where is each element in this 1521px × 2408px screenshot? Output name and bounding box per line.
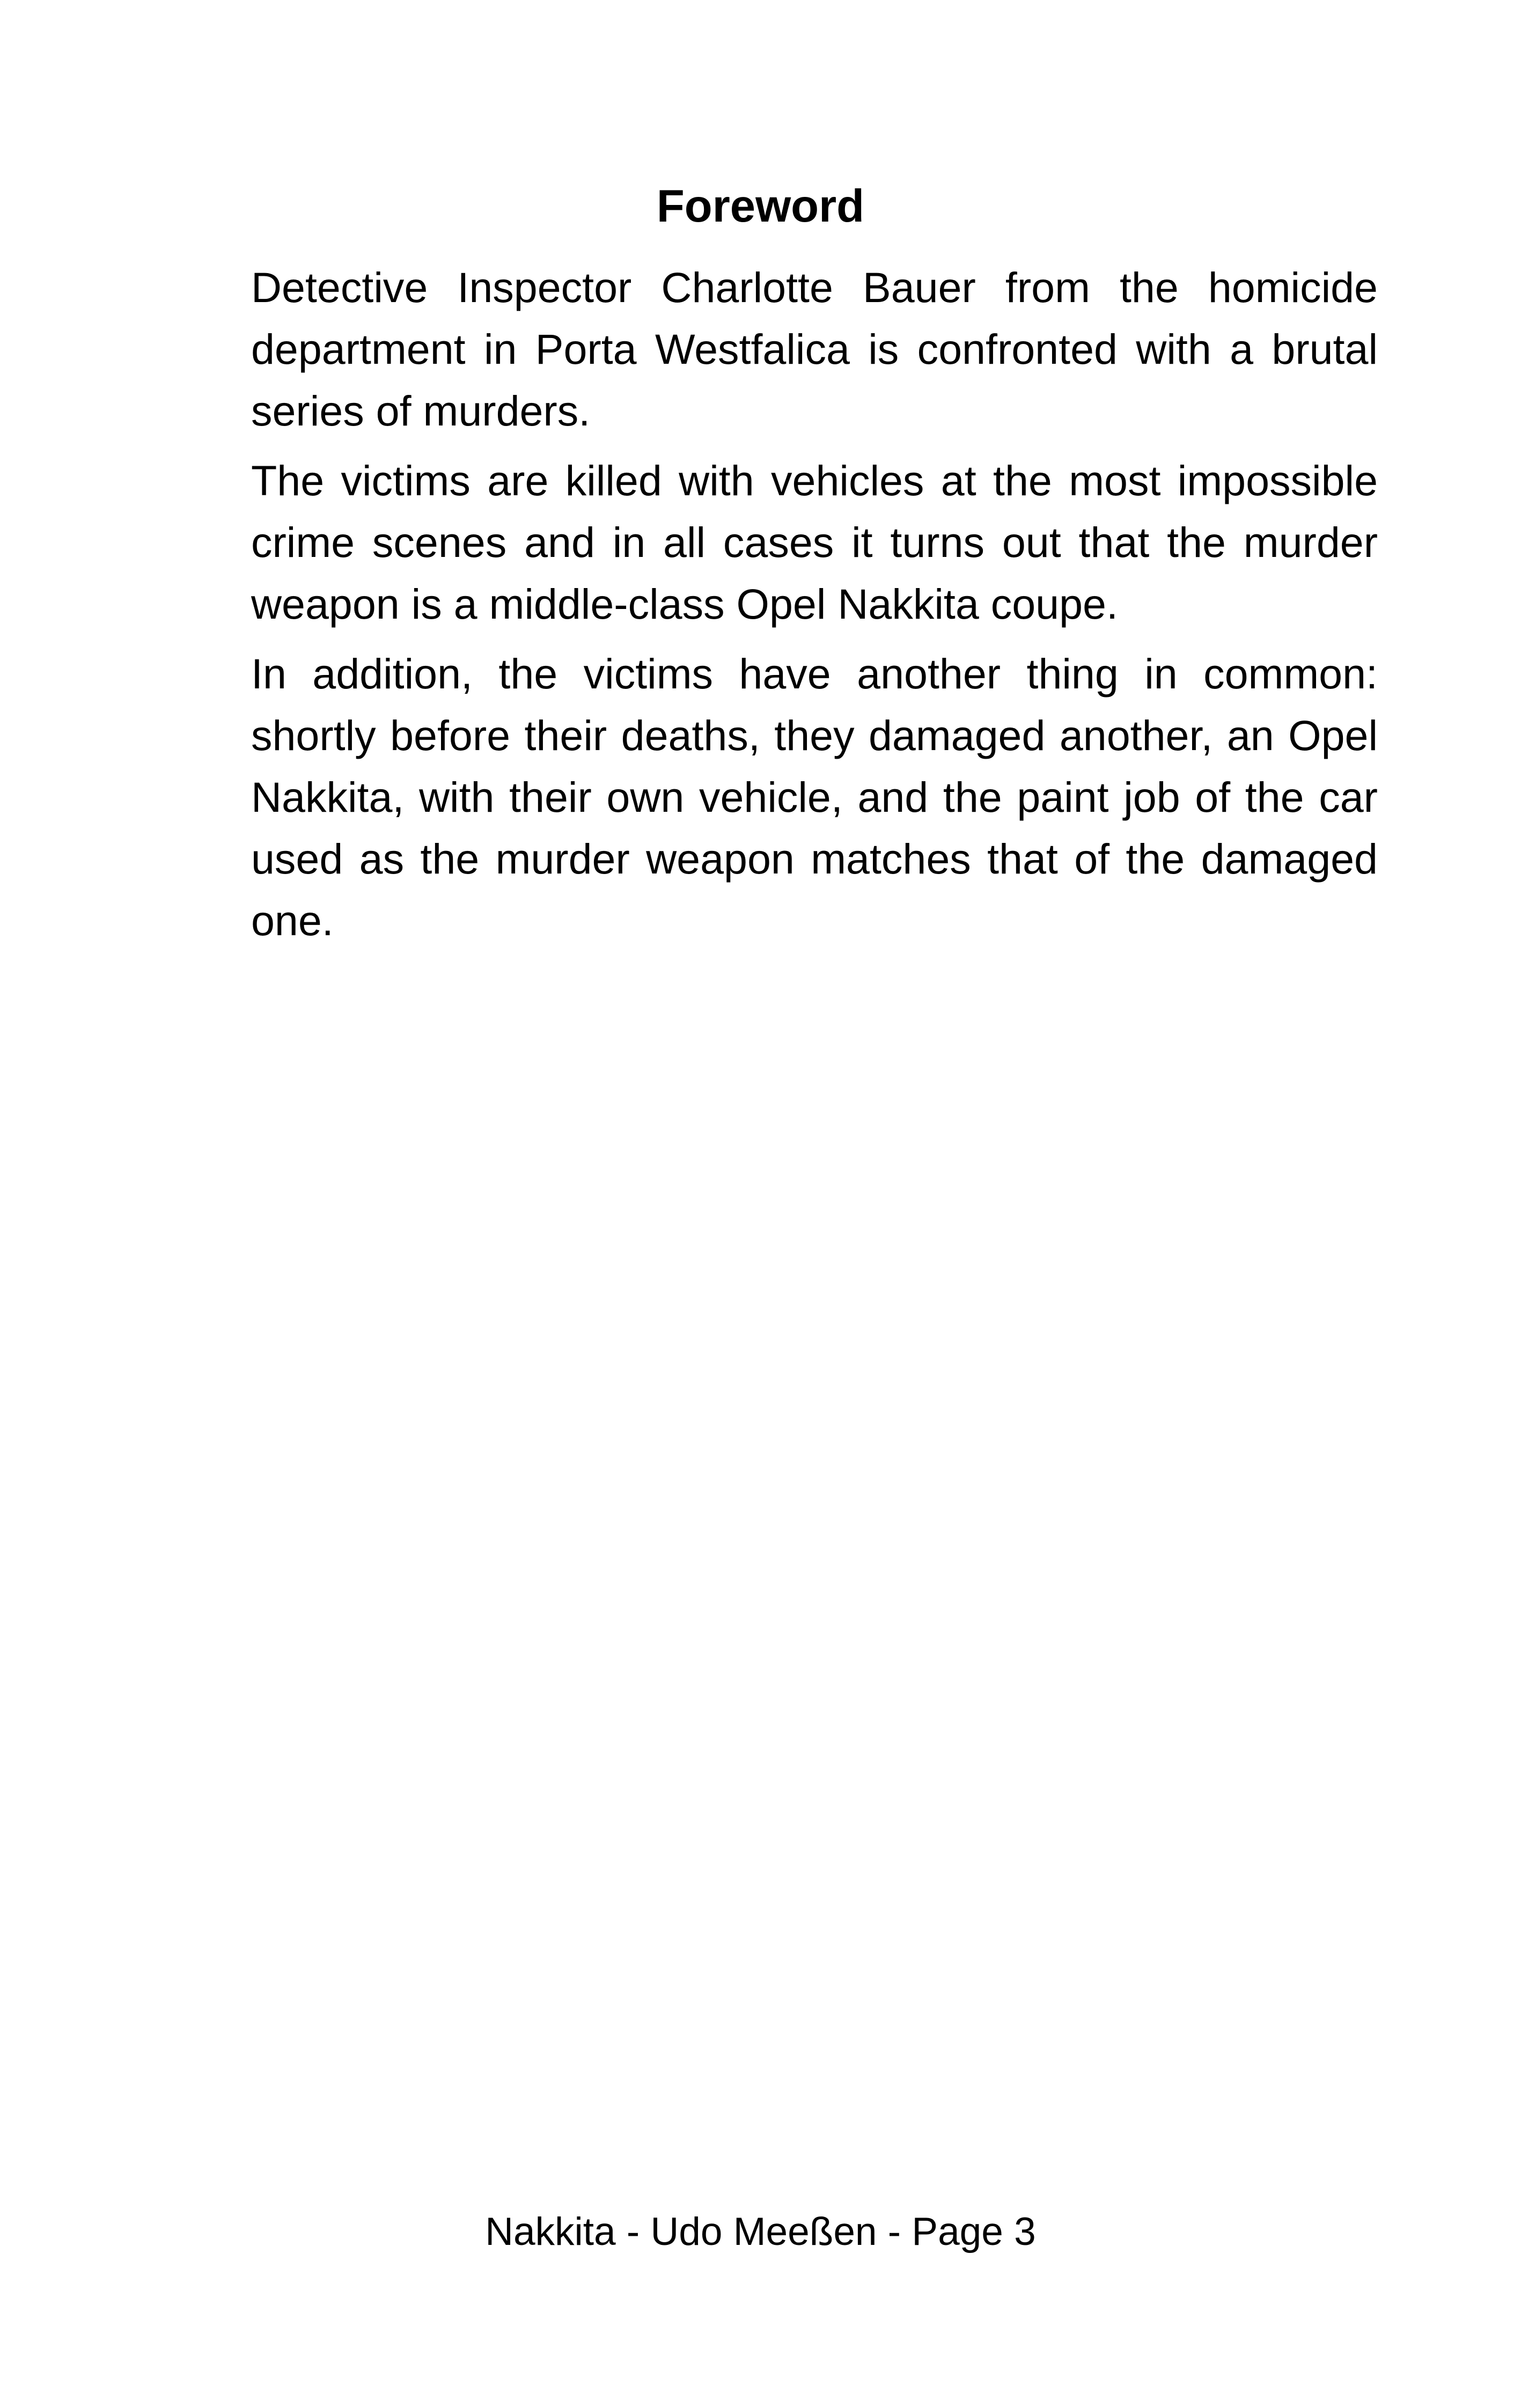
page-title: Foreword	[656, 181, 865, 232]
paragraph: The victims are killed with vehicles at the most impossible crime scenes and in all cases it turns out that the murder weapon is a middle-class Opel Nakkita coupe.	[251, 457, 1378, 628]
paragraph: In addition, the victims have another thing in common: shortly before their deaths, they damaged another, an Opel Nakkita, with their own vehicle, and the paint job of the car used as the murder weapon matches that of the damaged one.	[251, 650, 1378, 944]
body-text	[251, 256, 1378, 959]
paragraph: Detective Inspector Charlotte Bauer from the homicide department in Porta Westfalica is confronted with a brutal series of murders.	[251, 263, 1378, 435]
page-footer: Nakkita - Udo Meeßen - Page 3	[485, 2210, 1036, 2253]
